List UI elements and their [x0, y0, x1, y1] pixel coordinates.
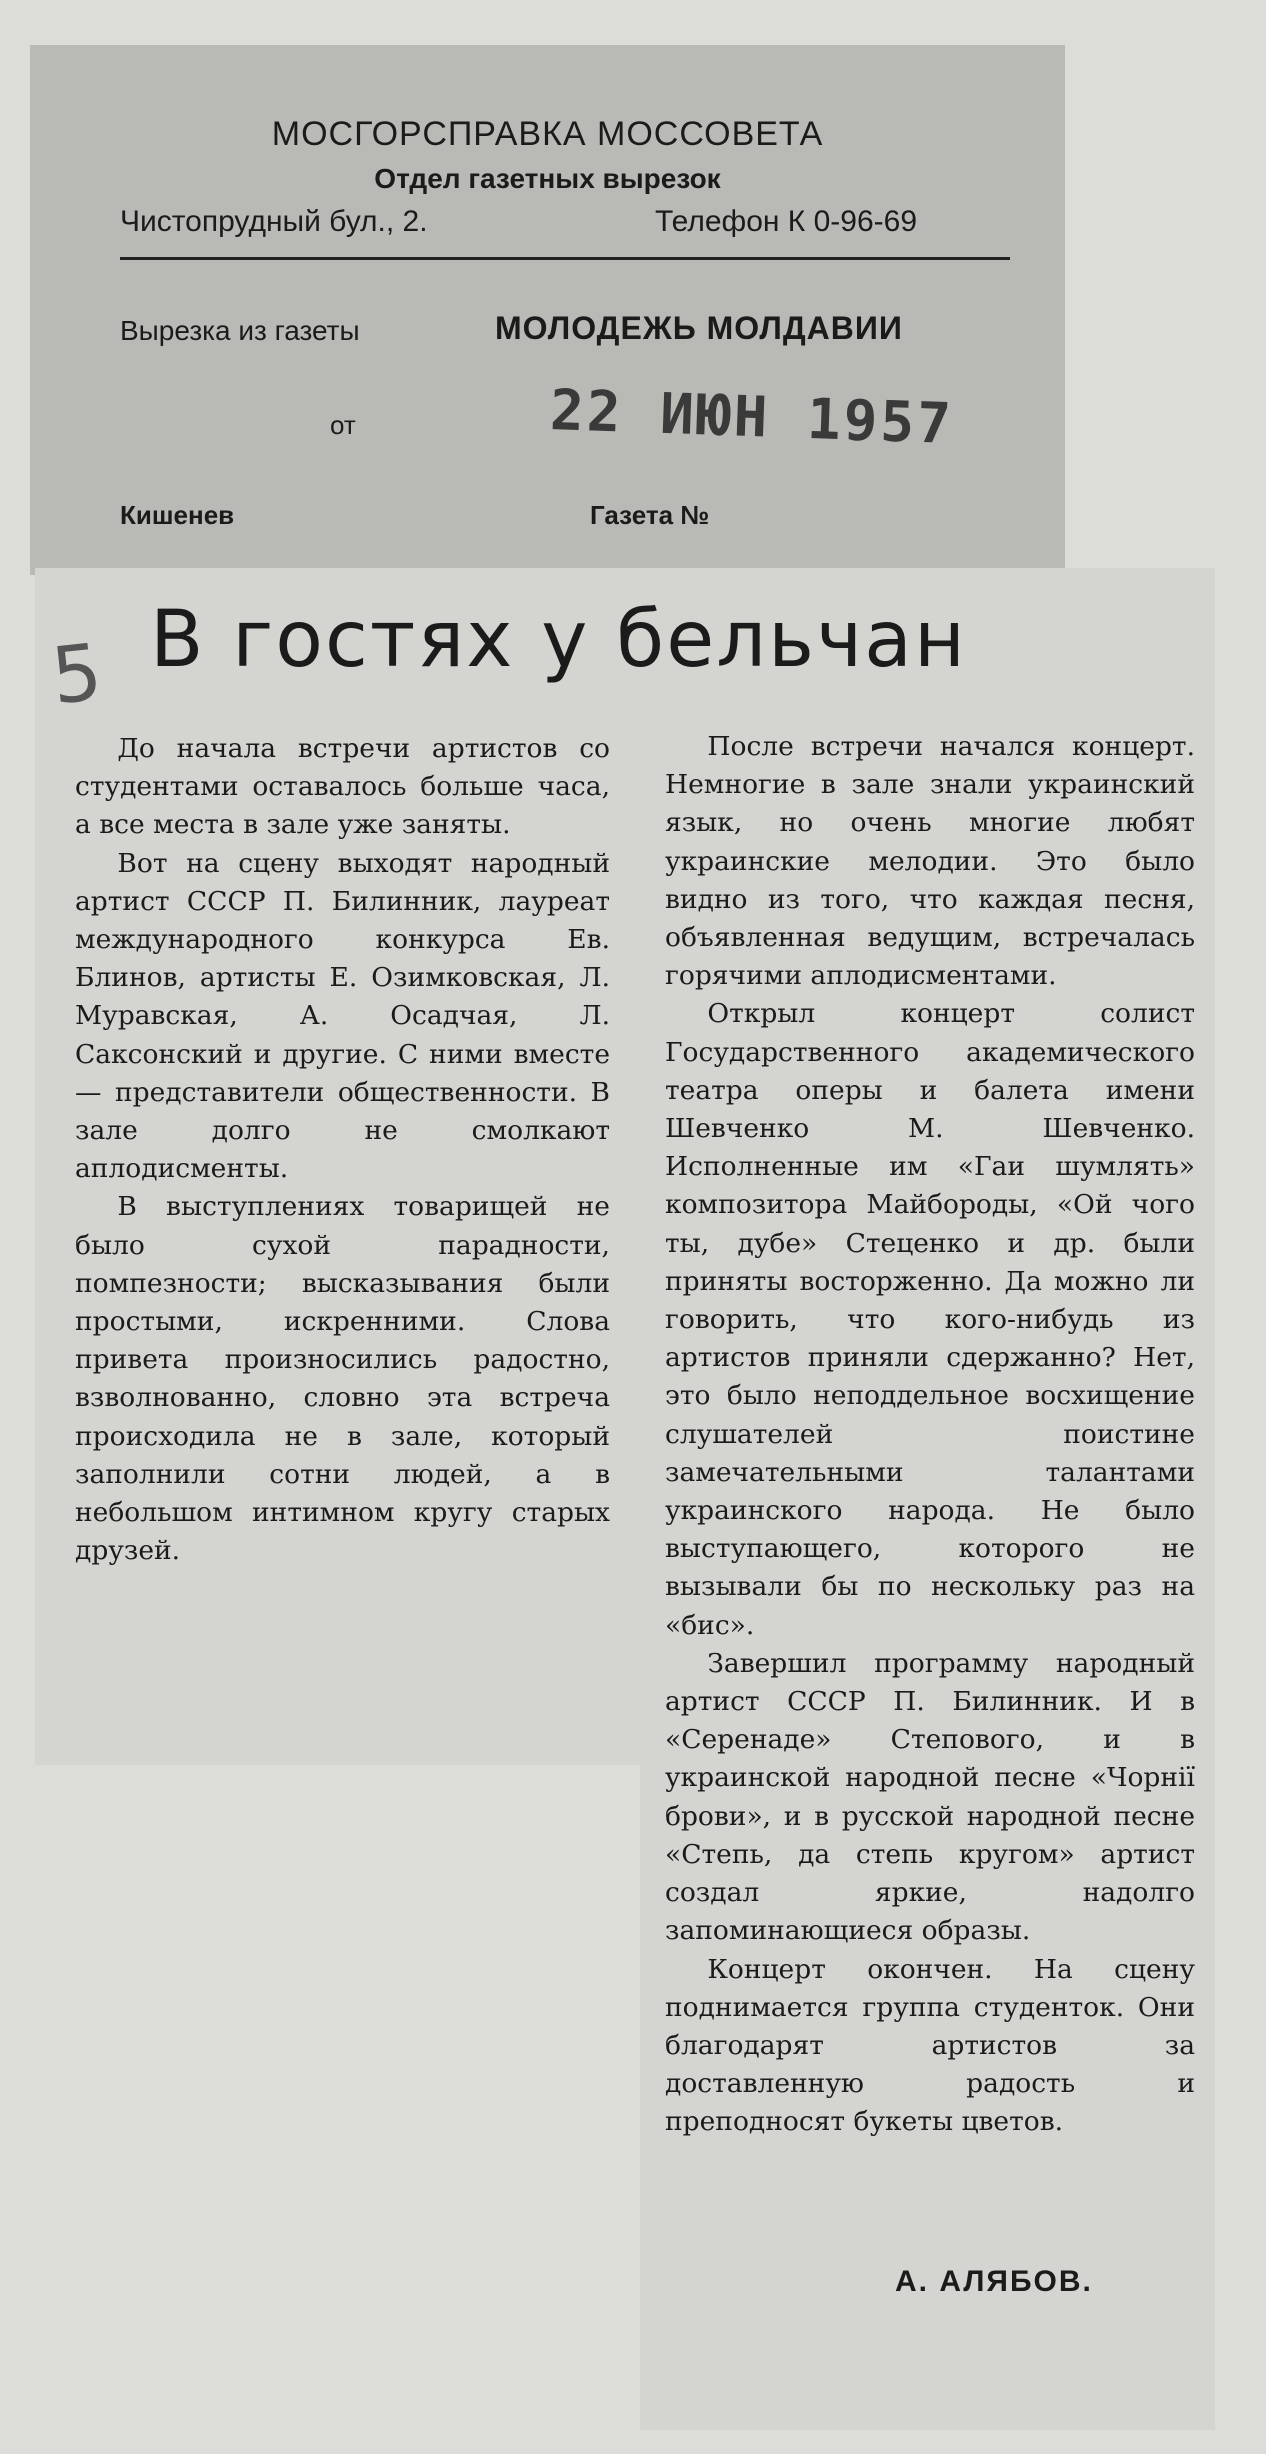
paragraph: Концерт окончен. На сцену поднимается группа студенток. Они благодарят артистов за доставленную радость и преподносят букеты цветов.	[665, 1953, 1195, 2138]
paragraph: До начала встречи артистов со студентами оставалось больше часа, а все места в зале уже заняты.	[75, 733, 610, 841]
newspaper-name: МОЛОДЕЖЬ МОЛДАВИИ	[495, 310, 903, 346]
article-headline: В гостях у бельчан	[150, 595, 967, 685]
gazeta-number-label: Газета №	[590, 500, 710, 530]
handwritten-margin-mark: 5	[47, 627, 107, 723]
clip-label: Вырезка из газеты	[120, 315, 360, 346]
agency-phone: Телефон К 0-96-69	[655, 205, 918, 238]
date-from-label: от	[330, 410, 356, 440]
city-label: Кишенев	[120, 500, 235, 530]
clipping-service-card	[30, 45, 1065, 575]
paragraph: Вот на сцену выходят народный артист СССР П. Билинник, лауреат международного конкурса Ев. Блинов, артисты Е. Озимковская, Л. Муравская, А. Осадчая, Л. Саксонский и другие. С ними вместе — представители общественности. В зале долго не смолкают аплодисменты.	[75, 847, 610, 1185]
article-author: А. АЛЯБОВ.	[895, 2265, 1093, 2298]
card-divider-top	[120, 257, 1010, 260]
agency-address: Чистопрудный бул., 2.	[120, 205, 428, 238]
date-stamp: 22 ИЮН 1957	[548, 377, 955, 458]
paragraph: Завершил программу народный артист СССР П. Билинник. И в «Серенаде» Степового, и в украинской народной песне «Чорнії брови», и в русской народной песне «Степь, да степь кругом» артист создал яркие, надолго запоминающиеся образы.	[665, 1647, 1195, 1947]
agency-title: МОСГОРСПРАВКА МОССОВЕТА	[271, 115, 824, 153]
paragraph: В выступлениях товарищей не было сухой парадности, помпезности; высказывания были простыми, искренними. Слова привета произносились радостно, взволнованно, словно эта встреча происходила не в зале, который заполнили сотни людей, а в небольшом интимном кругу старых друзей.	[75, 1191, 610, 1567]
article-column-left	[75, 730, 610, 1570]
paragraph: После встречи начался концерт. Немногие в зале знали украинский язык, но очень многие любят украинские мелодии. Это было видно из того, что каждая песня, объявленная ведущим, встречалась горячими аплодисментами.	[665, 731, 1195, 992]
paragraph: Открыл концерт солист Государственного академического театра оперы и балета имени Шевченко М. Шевченко. Исполненные им «Гаи шумлять» композитора Майбороды, «Ой чого ты, дубе» Стеценко и др. были приняты восторженно. Да можно ли говорить, что кого-нибудь из артистов приняли сдержанно? Нет, это было неподдельное восхищение слушателей поистине замечательными талантами украинского народа. Не было выступающего, которого не вызывали бы по нескольку раз на «бис».	[665, 998, 1195, 1641]
department-subtitle: Отдел газетных вырезок	[374, 163, 721, 194]
article-column-right	[665, 728, 1195, 2142]
